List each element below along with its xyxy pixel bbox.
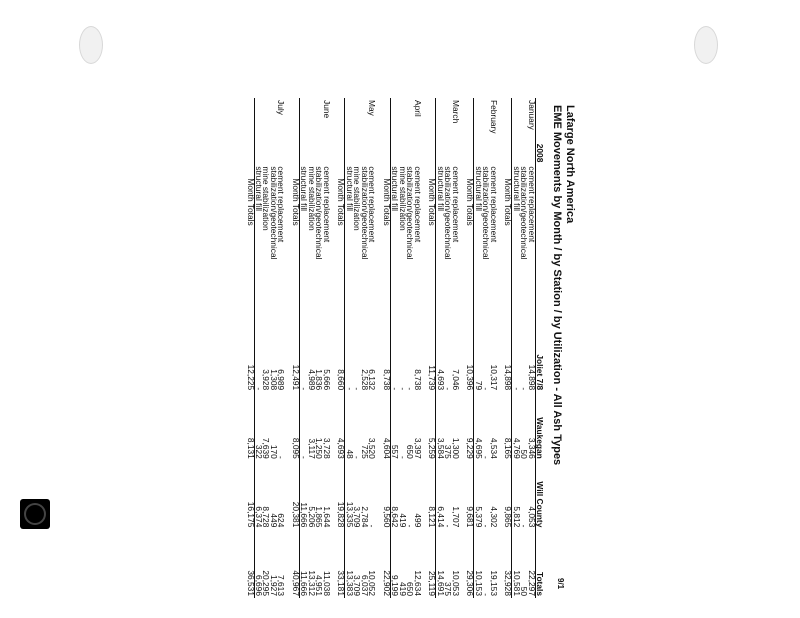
cell-waukegan: 322 xyxy=(254,444,265,459)
table-body xyxy=(239,98,535,598)
month-spacer xyxy=(428,98,436,164)
year-header: 2008 xyxy=(535,98,543,164)
cell-joliet: - xyxy=(344,387,355,391)
cell-totals: 10,581 xyxy=(511,570,522,596)
cell-waukegan: 1,250 xyxy=(314,437,325,459)
month-label: April xyxy=(412,100,423,117)
utilization-label: cement replacement xyxy=(367,166,378,243)
cell-totals: 6,037 xyxy=(359,575,370,596)
cell-will-county: 16,175 xyxy=(246,461,254,530)
month-label: May xyxy=(367,100,378,116)
cell-joliet: 14,898 xyxy=(504,324,512,393)
cell-waukegan: - xyxy=(299,456,310,459)
cell-joliet: - xyxy=(511,387,522,391)
cell-totals: 7,613 xyxy=(276,575,287,596)
cell-totals: 19,153 xyxy=(488,570,499,596)
punch-hole-right xyxy=(694,26,718,64)
cell-totals: 10,153 xyxy=(473,570,484,596)
cell-totals: 375 xyxy=(443,582,454,596)
utilization-label: structural fill xyxy=(344,166,355,212)
cell-will-county: 11,666 xyxy=(299,502,310,528)
month-label: March xyxy=(450,100,461,124)
month-spacer xyxy=(383,98,391,164)
cell-joliet: - xyxy=(254,387,265,391)
cell-totals: 650 xyxy=(405,582,416,596)
utilization-label: cement replacement xyxy=(450,166,461,243)
month-spacer xyxy=(474,98,482,164)
month-totals-label: Month Totals xyxy=(337,164,345,323)
cell-will-county: 8,642 xyxy=(390,506,401,528)
header-waukegan: Waukegan xyxy=(535,392,543,461)
cell-will-county: 13,335 xyxy=(344,501,355,528)
utilization-label: stabilization/geotechnical xyxy=(268,166,279,260)
cell-will-county: 1,644 xyxy=(321,506,332,528)
cell-joliet: - xyxy=(443,387,454,391)
cell-joliet: 5,666 xyxy=(321,369,332,391)
cell-waukegan: 3,728 xyxy=(321,437,332,459)
header-will-county: Will County xyxy=(535,461,543,530)
cell-joliet: 4,693 xyxy=(435,369,446,391)
month-label: July xyxy=(276,100,287,115)
month-totals-label: Month Totals xyxy=(504,164,512,323)
cell-totals: 11,666 xyxy=(299,571,310,596)
cell-joliet: 79 xyxy=(473,380,484,391)
cell-will-county: - xyxy=(481,524,492,528)
cell-waukegan: 9,229 xyxy=(466,392,474,461)
cell-joliet: 6,132 xyxy=(367,369,378,391)
cell-will-county: 9,865 xyxy=(504,461,512,530)
cell-waukegan: 4,695 xyxy=(473,437,484,459)
cell-will-county: 5,206 xyxy=(306,506,317,528)
cell-waukegan: 8,095 xyxy=(292,392,300,461)
cell-will-county: 19,828 xyxy=(337,461,345,530)
table-row xyxy=(474,98,482,598)
cell-joliet: 8,660 xyxy=(337,324,345,393)
cell-joliet: - xyxy=(390,387,401,391)
month-spacer xyxy=(246,98,254,164)
cell-totals: 22,902 xyxy=(383,529,391,598)
cell-waukegan: 8,131 xyxy=(246,392,254,461)
cell-will-county: 4,053 xyxy=(526,506,537,528)
cell-totals: 11,038 xyxy=(321,571,332,596)
month-label: January xyxy=(526,100,537,130)
month-spacer xyxy=(353,98,360,164)
month-totals-label: Month Totals xyxy=(246,164,254,323)
cell-waukegan: 650 xyxy=(405,444,416,459)
header-joliet: Joliet 7/8 xyxy=(535,324,543,393)
cell-will-county: 4,302 xyxy=(488,506,499,528)
utilization-label: structural fill xyxy=(511,166,522,212)
cell-waukegan: - xyxy=(276,456,287,459)
utilization-label: mine stabilization xyxy=(306,166,317,231)
cell-joliet: 10,396 xyxy=(466,324,474,393)
utilization-label: structural fill xyxy=(473,166,484,212)
cell-joliet: 7,046 xyxy=(450,369,461,391)
cell-will-county: 5,812 xyxy=(511,506,522,528)
cell-joliet: - xyxy=(519,387,530,391)
utilization-label: cement replacement xyxy=(276,166,287,243)
month-totals-label: Month Totals xyxy=(428,164,436,323)
month-spacer xyxy=(300,98,308,164)
cell-totals: 32,928 xyxy=(504,529,512,598)
binder-punch-mark xyxy=(20,499,50,529)
cell-joliet: - xyxy=(352,387,363,391)
utilization-label: stabilization/geotechnical xyxy=(519,166,530,260)
utilization-label: mine stabilization xyxy=(261,166,272,231)
cell-waukegan: 50 xyxy=(519,449,530,459)
cell-totals: 4,951 xyxy=(314,575,325,596)
cell-waukegan: 3,397 xyxy=(412,437,423,459)
cell-will-county: 499 xyxy=(412,513,423,528)
cell-totals: 13,312 xyxy=(306,570,317,596)
cell-waukegan: 7,639 xyxy=(261,437,272,459)
utilization-label: mine stabilization xyxy=(397,166,408,231)
cell-waukegan: 375 xyxy=(443,444,454,459)
cell-waukegan: - xyxy=(397,456,408,459)
month-total-row xyxy=(504,98,512,598)
cell-joliet: - xyxy=(397,387,408,391)
cell-totals: 10,053 xyxy=(450,570,461,596)
utilization-label: stabilization/geotechnical xyxy=(481,166,492,260)
cell-totals: 36,531 xyxy=(246,529,254,598)
punch-hole-left xyxy=(79,26,103,64)
month-spacer xyxy=(436,98,444,164)
cell-waukegan: 8,165 xyxy=(504,392,512,461)
month-total-row xyxy=(466,98,474,598)
month-spacer xyxy=(262,98,269,164)
utilization-label: structural fill xyxy=(299,166,310,212)
cell-waukegan: 170 xyxy=(268,444,279,459)
month-spacer xyxy=(337,98,345,164)
table-row xyxy=(436,98,444,598)
utilization-label: stabilization/geotechnical xyxy=(443,166,454,260)
cell-waukegan: 5,259 xyxy=(428,392,436,461)
cell-totals: 22,297 xyxy=(526,570,537,596)
cell-joliet: 2,528 xyxy=(359,369,370,391)
page-number: 9/1 xyxy=(556,578,565,590)
utilization-label: structural fill xyxy=(254,166,265,212)
cell-totals: 14,691 xyxy=(435,570,446,596)
cell-totals: 3,709 xyxy=(352,575,363,596)
cell-totals: 13,383 xyxy=(344,570,355,596)
cell-waukegan: - xyxy=(481,456,492,459)
cell-joliet: 3,928 xyxy=(261,369,272,391)
cell-totals: 29,306 xyxy=(466,529,474,598)
month-spacer xyxy=(292,98,300,164)
cell-totals: 9,199 xyxy=(390,575,401,596)
month-total-row xyxy=(383,98,391,598)
cell-totals: - xyxy=(481,593,492,596)
cell-joliet: 12,491 xyxy=(292,324,300,393)
utilization-label: stabilization/geotechnical xyxy=(314,166,325,260)
cell-waukegan: 48 xyxy=(344,449,355,459)
cell-joliet: 1,308 xyxy=(268,369,279,391)
cell-will-county: 20,381 xyxy=(292,461,300,530)
cell-waukegan: 4,604 xyxy=(383,392,391,461)
cell-will-county: 9,681 xyxy=(466,461,474,530)
month-spacer xyxy=(466,98,474,164)
cell-joliet: 14,898 xyxy=(526,364,537,391)
cell-will-county: 1,865 xyxy=(314,506,325,528)
table-row xyxy=(345,98,353,598)
month-total-row xyxy=(292,98,300,598)
utilization-label: mine stabilization xyxy=(352,166,363,231)
cell-joliet: 11,739 xyxy=(428,324,436,393)
cell-joliet: - xyxy=(299,387,310,391)
cell-totals: 33,181 xyxy=(337,529,345,598)
utilization-label: cement replacement xyxy=(321,166,332,243)
cell-joliet: - xyxy=(481,387,492,391)
cell-waukegan: 725 xyxy=(359,444,370,459)
cell-will-county: 5,379 xyxy=(473,506,484,528)
month-total-row xyxy=(428,98,436,598)
cell-joliet: 10,317 xyxy=(488,364,499,391)
utilization-label: cement replacement xyxy=(412,166,423,243)
month-spacer xyxy=(512,98,520,164)
cell-will-county: 6,374 xyxy=(254,506,265,528)
utilization-label: structural fill xyxy=(435,166,446,212)
cell-totals: 10,052 xyxy=(367,570,378,596)
cell-joliet: 6,989 xyxy=(276,369,287,391)
cell-totals: 419 xyxy=(397,582,408,596)
cell-totals: 20,295 xyxy=(261,570,272,596)
cell-will-county: 9,560 xyxy=(383,461,391,530)
month-spacer xyxy=(345,98,353,164)
cell-joliet: 8,738 xyxy=(383,324,391,393)
month-spacer xyxy=(254,98,262,164)
cell-joliet: - xyxy=(405,387,416,391)
ash-movements-table xyxy=(239,98,543,598)
utilization-label: cement replacement xyxy=(526,166,537,243)
cell-waukegan: 4,534 xyxy=(488,437,499,459)
cell-waukegan: 1,300 xyxy=(450,437,461,459)
month-spacer xyxy=(504,98,512,164)
cell-totals: 40,967 xyxy=(292,529,300,598)
cell-will-county: 8,121 xyxy=(428,461,436,530)
cell-will-county: 2,784 xyxy=(359,506,370,528)
month-total-row xyxy=(337,98,345,598)
cell-will-county: 1,707 xyxy=(450,506,461,528)
month-totals-label: Month Totals xyxy=(383,164,391,323)
cell-joliet: 8,738 xyxy=(412,369,423,391)
document-subtitle: EME Movements by Month / by Station / by Utilization - All Ash Types xyxy=(551,105,563,466)
month-total-row xyxy=(246,98,254,598)
document-title: Lafarge North America xyxy=(564,105,576,224)
cell-will-county: 419 xyxy=(397,513,408,528)
cell-will-county: 624 xyxy=(276,513,287,528)
cell-waukegan: 3,117 xyxy=(306,438,317,459)
cell-will-county: - xyxy=(405,524,416,528)
table-row xyxy=(512,98,520,598)
cell-waukegan: 4,769 xyxy=(511,437,522,459)
cell-totals: 12,634 xyxy=(412,570,423,596)
cell-totals: 1,927 xyxy=(268,575,279,596)
cell-totals: 50 xyxy=(519,586,530,596)
cell-totals: 25,119 xyxy=(428,529,436,598)
cell-will-county: 3,709 xyxy=(352,506,363,528)
month-spacer xyxy=(307,98,314,164)
cell-will-county: - xyxy=(519,524,530,528)
rotated-document-page xyxy=(111,90,581,610)
cell-will-county: 6,414 xyxy=(435,506,446,528)
header-totals: Totals xyxy=(535,529,543,598)
month-totals-label: Month Totals xyxy=(292,164,300,323)
cell-waukegan: 3,584 xyxy=(435,437,446,459)
month-totals-label: Month Totals xyxy=(466,164,474,323)
utilization-label: stabilization/geotechnical xyxy=(359,166,370,260)
month-spacer xyxy=(398,98,405,164)
cell-will-county: - xyxy=(367,524,378,528)
cell-totals: 6,696 xyxy=(254,575,265,596)
utilization-label: structural fill xyxy=(390,166,401,212)
utilization-label: cement replacement xyxy=(488,166,499,243)
cell-waukegan: - xyxy=(352,456,363,459)
utilization-label: stabilization/geotechnical xyxy=(405,166,416,260)
cell-waukegan: 557 xyxy=(390,444,401,459)
cell-joliet: 1,836 xyxy=(314,369,325,391)
cell-waukegan: 3,346 xyxy=(526,437,537,459)
month-label: June xyxy=(321,100,332,119)
month-label: February xyxy=(488,100,499,134)
cell-waukegan: 3,520 xyxy=(367,437,378,459)
cell-will-county: 8,728 xyxy=(261,506,272,528)
month-spacer xyxy=(390,98,398,164)
cell-joliet: 12,225 xyxy=(246,324,254,393)
cell-will-county: - xyxy=(443,524,454,528)
cell-joliet: 4,989 xyxy=(306,369,317,391)
cell-will-county: 449 xyxy=(268,513,279,528)
cell-waukegan: 4,693 xyxy=(337,392,345,461)
